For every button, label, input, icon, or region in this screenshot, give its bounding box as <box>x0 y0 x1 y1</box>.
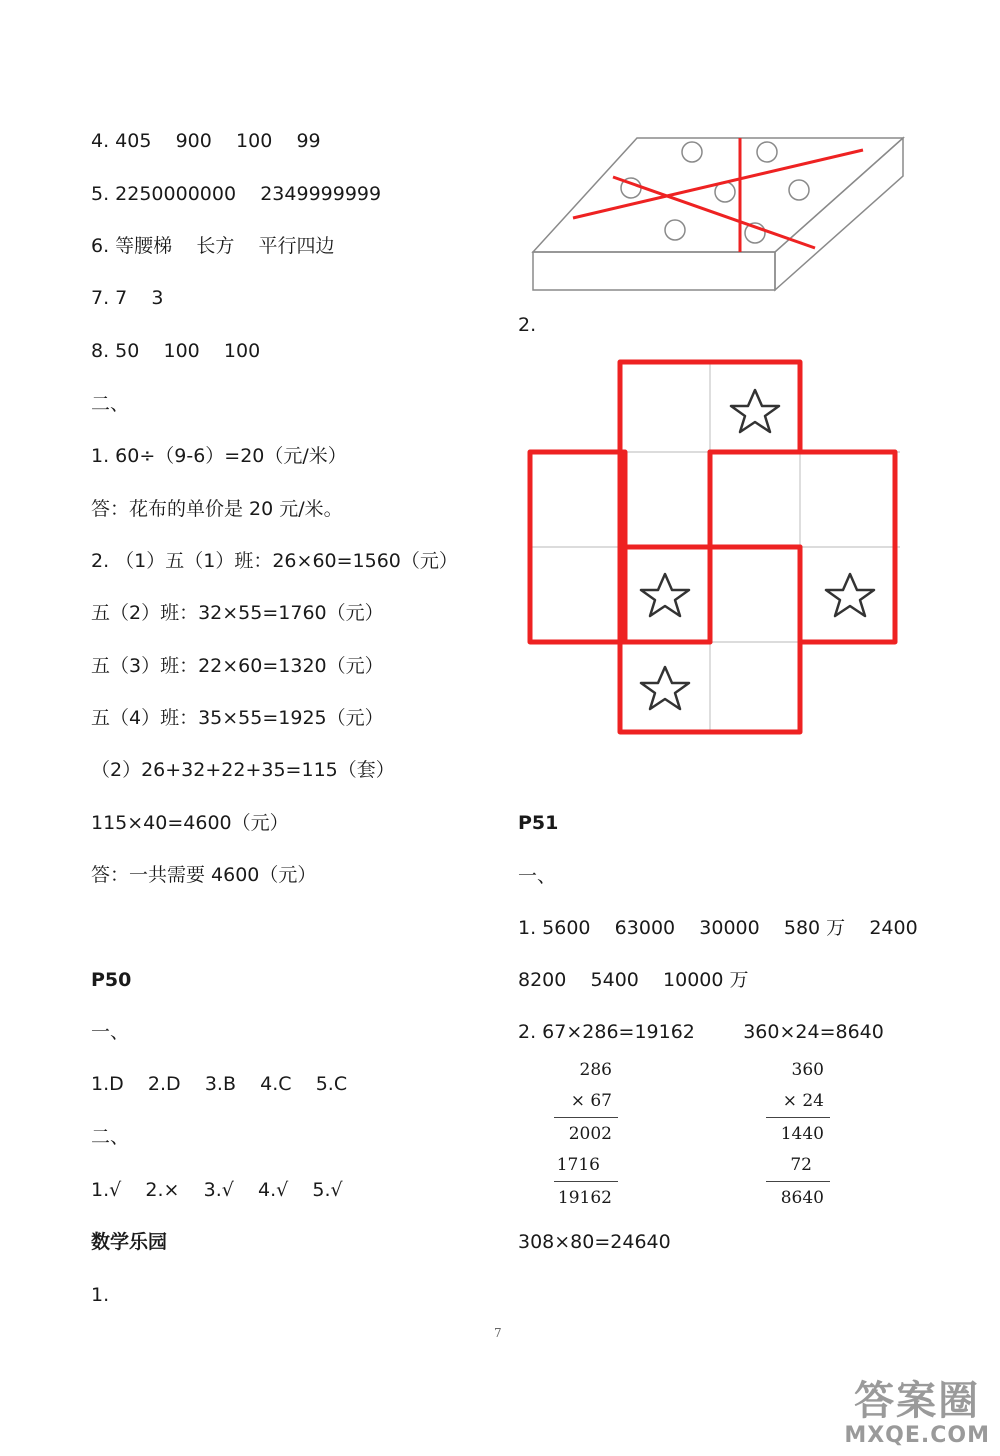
watermark-title: 答案圈 <box>854 1378 981 1424</box>
answer-line: （2）26+32+22+35=115（套） <box>91 759 395 781</box>
multiplier: × 67 <box>570 1091 612 1111</box>
partial-product: 2002 <box>568 1124 612 1144</box>
answer-line: 1.√ 2.× 3.√ 4.√ 5.√ <box>91 1179 343 1201</box>
section-heading: 一、 <box>518 865 557 887</box>
product: 8640 <box>780 1188 824 1208</box>
vertical-multiplication-2 <box>760 1058 830 1218</box>
answer-line: 五（3）班：22×60=1320（元） <box>91 655 384 677</box>
answer-line: 308×80=24640 <box>518 1231 671 1253</box>
answer-line: 答：一共需要 4600（元） <box>91 864 317 886</box>
answer-line: 2. （1）五（1）班：26×60=1560（元） <box>91 550 458 572</box>
vertical-multiplication-1 <box>548 1058 618 1218</box>
answer-line: 1. 5600 63000 30000 580 万 2400 <box>518 917 918 939</box>
partial-product: 1440 <box>780 1124 824 1144</box>
product: 19162 <box>557 1188 612 1208</box>
partial-product: 72 <box>790 1155 812 1175</box>
answer-line: 5. 2250000000 2349999999 <box>91 183 382 205</box>
multiplicand: 360 <box>791 1060 824 1080</box>
section-heading-math-park: 数学乐园 <box>91 1231 168 1253</box>
partial-product: 1716 <box>556 1155 600 1175</box>
answer-line: 1. 60÷（9-6）=20（元/米） <box>91 445 347 467</box>
section-heading: 二、 <box>91 1126 130 1148</box>
question-number: 2. <box>518 314 537 336</box>
answer-line: 答：花布的单价是 20 元/米。 <box>91 498 343 520</box>
answer-line: 7. 7 3 <box>91 287 164 309</box>
section-heading: 二、 <box>91 393 130 415</box>
multiplier: × 24 <box>782 1091 824 1111</box>
page-number: 7 <box>494 1326 502 1340</box>
calc-rule <box>554 1117 618 1118</box>
section-heading: 一、 <box>91 1021 130 1043</box>
net-grid-figure <box>520 352 905 742</box>
answer-line: 1.D 2.D 3.B 4.C 5.C <box>91 1073 348 1095</box>
answer-line: 115×40=4600（元） <box>91 812 289 834</box>
calc-rule <box>766 1181 830 1182</box>
watermark-logo <box>844 1379 990 1448</box>
page-heading-p50: P50 <box>91 969 132 991</box>
board-figure <box>525 130 910 295</box>
multiplicand: 286 <box>579 1060 612 1080</box>
page-heading-p51: P51 <box>518 812 559 834</box>
answer-line: 8. 50 100 100 <box>91 340 261 362</box>
answer-line: 1. <box>91 1284 110 1306</box>
calc-rule <box>554 1181 618 1182</box>
answer-line: 4. 405 900 100 99 <box>91 130 321 152</box>
answer-line: 8200 5400 10000 万 <box>518 969 749 991</box>
answer-line: 五（4）班：35×55=1925（元） <box>91 707 384 729</box>
answer-line: 2. 67×286=19162 360×24=8640 <box>518 1021 884 1043</box>
answer-line: 6. 等腰梯 长方 平行四边 <box>91 235 335 257</box>
answer-line: 五（2）班：32×55=1760（元） <box>91 602 384 624</box>
watermark-url: MXQE.COM <box>844 1423 990 1448</box>
calc-rule <box>766 1117 830 1118</box>
